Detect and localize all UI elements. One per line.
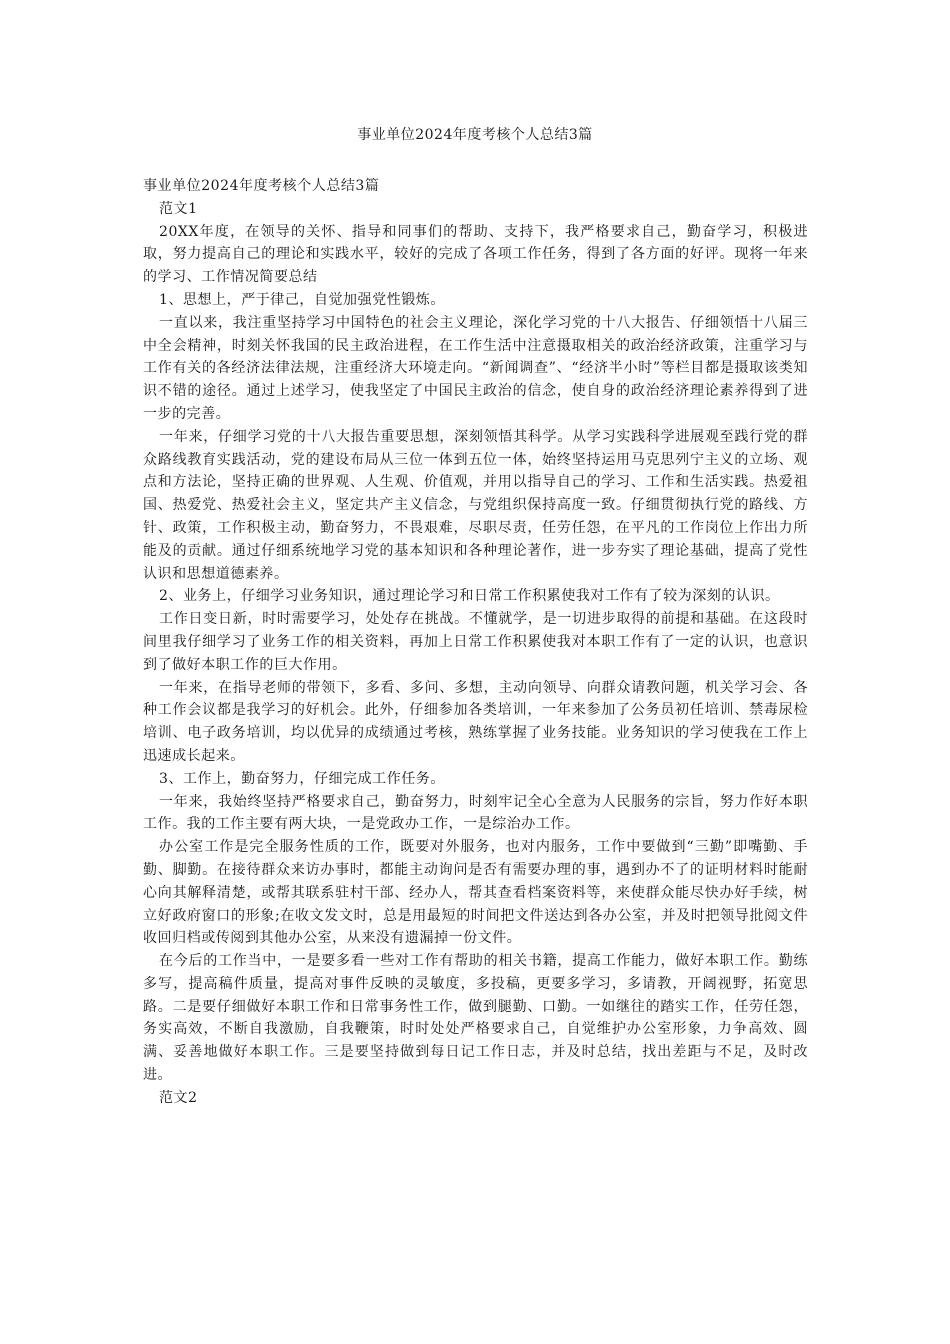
paragraph: 一年来，在指导老师的带领下，多看、多问、多想，主动向领导、向群众请教问题，机关学习会、各种工作会议都是我学习的好机会。此外，仔细参加各类培训，一年来参加了公务员初任培训、禁毒尿检培训、电子政务培训，均以优异的成绩通过考核，熟练掌握了业务技能。业务知识的学习使我在工作上迅速成长起来。 [143, 679, 808, 764]
paragraph: 工作日变日新，时时需要学习，处处存在挑战。不懂就学，是一切进步取得的前提和基础。在这段时间里我仔细学习了业务工作的相关资料，再加上日常工作积累使我对本职工作有了一定的认识，也意识到了做好本职工作的巨大作用。 [143, 611, 808, 673]
document-subtitle: 事业单位2024年度考核个人总结3篇 [143, 178, 380, 194]
paragraph: 一直以来，我注重坚持学习中国特色的社会主义理论，深化学习党的十八大报告、仔细领悟十八届三中全会精神，时刻关怀我国的民主政治进程，在工作生活中注意摄取相关的政治经济政策，注重学习与工作有关的各经济法律法规，注重经济大环境走向。“新闻调查”、“经济半小时”等栏目都是摄取该类知识不错的途径。通过上述学习，使我坚定了中国民主政治的信念，使自身的政治经济理论素养得到了进一步的完善。 [143, 314, 808, 422]
document-body [143, 175, 808, 1110]
paragraph-intro: 20XX年度，在领导的关怀、指导和同事们的帮助、支持下，我严格要求自己，勤奋学习，积极进取，努力提高自己的理论和实践水平，较好的完成了各项工作任务，得到了各方面的好评。现将一年来的学习、工作情况简要总结 [143, 223, 808, 286]
section-heading-work: 3、工作上，勤奋努力，仔细完成工作任务。 [159, 770, 445, 787]
paragraph: 一年来，我始终坚持严格要求自己，勤奋努力，时刻牢记全心全意为人民服务的宗旨，努力作好本职工作。我的工作主要有两大块，一是党政办工作，一是综治办工作。 [143, 793, 808, 833]
sample-2-label: 范文2 [159, 1089, 198, 1106]
document-title: 事业单位2024年度考核个人总结3篇 [357, 127, 593, 143]
paragraph: 一年来，仔细学习党的十八大报告重要思想，深刻领悟其科学。从学习实践科学进展观至践行党的群众路线教育实践活动，党的建设布局从三位一体到五位一体，始终坚持运用马克思列宁主义的立场、观点和方法论，坚持正确的世界观、人生观、价值观，并用以指导自己的学习、工作和生活实践。热爱祖国、热爱党、热爱社会主义，坚定共产主义信念，与党组织保持高度一致。仔细贯彻执行党的路线、方针、政策，工作积极主动，勤奋努力，不畏艰难，尽职尽责，任劳任怨，在平凡的工作岗位上作出力所能及的贡献。通过仔细系统地学习党的基本知识和各种理论著作，进一步夯实了理论基础，提高了党性认识和思想道德素养。 [143, 428, 808, 582]
paragraph: 在今后的工作当中，一是要多看一些对工作有帮助的相关书籍，提高工作能力，做好本职工作。勤练多写，提高稿件质量，提高对事件反映的灵敏度，多投稿，更要多学习，多请教，开阔视野，拓宽思路。二是要仔细做好本职工作和日常事务性工作，做到腿勤、口勤。一如继往的踏实工作，任劳任怨，务实高效，不断自我激励，自我鞭策，时时处处严格要求自己，自觉维护办公室形象，力争高效、圆满、妥善地做好本职工作。三是要坚持做到每日记工作日志，并及时总结，找出差距与不足，及时改进。 [143, 953, 808, 1084]
paragraph: 办公室工作是完全服务性质的工作，既要对外服务，也对内服务，工作中要做到“三勤”即嘴勤、手勤、脚勤。在接待群众来访办事时，都能主动询问是否有需要办理的事，遇到办不了的证明材料时能耐心向其解释清楚，或帮其联系驻村干部、经办人，帮其查看档案资料等，来使群众能尽快办好手续，树立好政府窗口的形象;在收文发文时，总是用最短的时间把文件送达到各办公室，并及时把领导批阅文件收回归档或传阅到其他办公室，从来没有遗漏掉一份文件。 [143, 839, 808, 947]
section-heading-business: 2、业务上，仔细学习业务知识，通过理论学习和日常工作积累使我对工作有了较为深刻的认识。 [159, 588, 780, 605]
sample-1-label: 范文1 [159, 200, 198, 217]
section-heading-ideology: 1、思想上，严于律己，自觉加强党性锻炼。 [159, 291, 445, 308]
